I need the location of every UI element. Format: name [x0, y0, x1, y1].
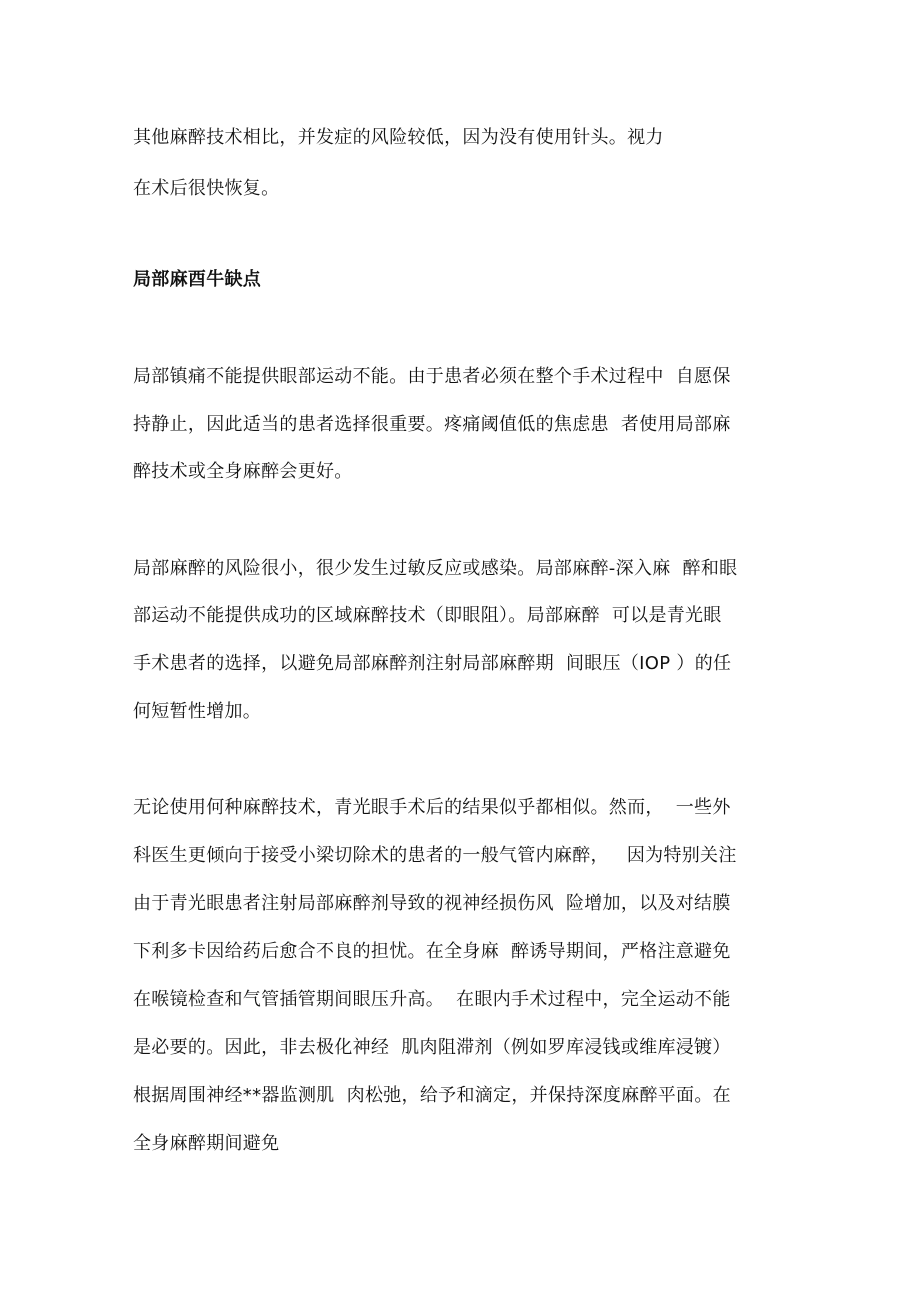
intro-line-1: 其他麻醉技术相比，并发症的风险较低，因为没有使用针头。视力 — [133, 127, 664, 148]
paragraph-1-line-1: 局部镇痛不能提供眼部运动不能。由于患者必须在整个手术过程中 自愿保 — [133, 366, 731, 387]
paragraph-3-line-2: 科医生更倾向于接受小梁切除术的患者的一般气管内麻醉， 因为特别关注 — [133, 845, 737, 866]
paragraph-3-line-5: 在喉镜检查和气管插管期间眼压升高。 在眼内手术过程中，完全运动不能 — [133, 989, 731, 1010]
paragraph-3-line-1: 无论使用何种麻醉技术，青光眼手术后的结果似乎都相似。然而， 一些外 — [133, 797, 731, 818]
paragraph-2-line-3: 手术患者的选择，以避免局部麻醉剂注射局部麻醉期 间眼压（IOP ）的任 — [133, 653, 732, 674]
paragraph-1-line-2: 持静止，因此适当的患者选择很重要。疼痛阈值低的焦虑患 者使用局部麻 — [133, 414, 731, 435]
paragraph-2-line-4: 何短暂性增加。 — [133, 701, 262, 722]
paragraph-3-line-3: 由于青光眼患者注射局部麻醉剂导致的视神经损伤风 险增加，以及对结膜 — [133, 893, 731, 914]
paragraph-3-line-4: 下利多卡因给药后愈合不良的担忧。在全身麻 醉诱导期间，严格注意避免 — [133, 941, 731, 962]
paragraph-3-line-8: 全身麻醉期间避免 — [133, 1133, 280, 1154]
paragraph-1-line-3: 醉技术或全身麻醉会更好。 — [133, 461, 353, 482]
paragraph-2-line-1: 局部麻醉的风险很小，很少发生过敏反应或感染。局部麻醉-深入麻 醉和眼 — [133, 558, 738, 579]
paragraph-2-line-2: 部运动不能提供成功的区域麻醉技术（即眼阻）。局部麻醉 可以是青光眼 — [133, 605, 722, 626]
paragraph-3-line-7: 根据周围神经**器监测肌 肉松弛，给予和滴定，并保持深度麻醉平面。在 — [133, 1085, 731, 1106]
section-heading: 局部麻酉牛缺点 — [133, 269, 262, 290]
intro-line-2: 在术后很快恢复。 — [133, 178, 280, 199]
paragraph-3-line-6: 是必要的。因此，非去极化神经 肌肉阻滞剂（例如罗库浸钱或维库浸镀） — [133, 1037, 731, 1058]
